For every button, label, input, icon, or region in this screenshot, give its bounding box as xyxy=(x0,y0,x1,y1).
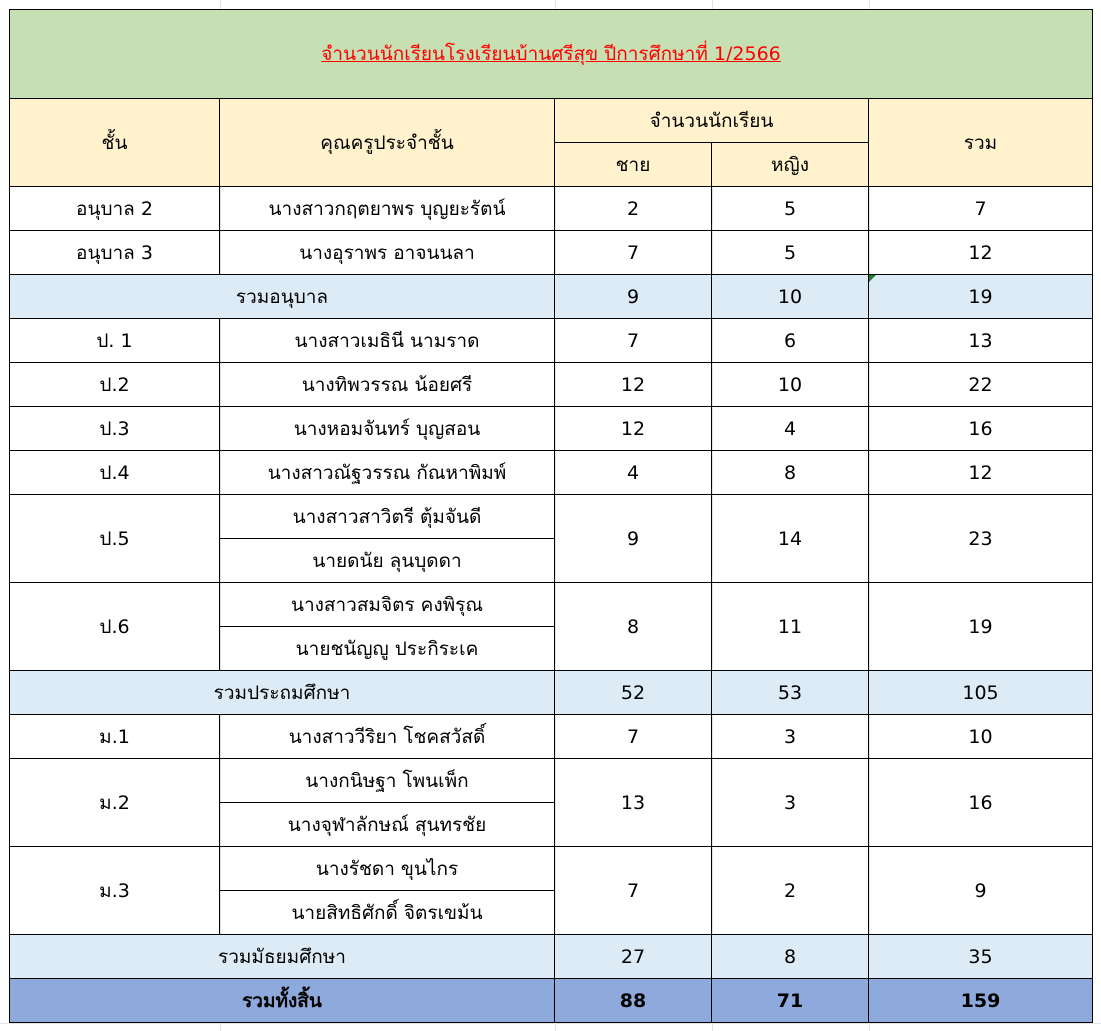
header-male[interactable]: ชาย xyxy=(555,143,712,187)
male-cell[interactable]: 7 xyxy=(555,319,712,363)
female-cell[interactable]: 3 xyxy=(712,715,869,759)
grade-cell[interactable]: ป.5 xyxy=(10,495,220,583)
header-grade[interactable]: ชั้น xyxy=(10,99,220,187)
total-cell[interactable] xyxy=(869,275,1093,319)
female-cell[interactable]: 5 xyxy=(712,231,869,275)
grand-total-label[interactable]: รวมทั้งสิ้น xyxy=(10,979,555,1023)
female-cell[interactable]: 8 xyxy=(712,451,869,495)
table-row xyxy=(10,407,1093,451)
subtotal-row xyxy=(10,275,1093,319)
female-cell[interactable]: 11 xyxy=(712,583,869,671)
grade-cell[interactable]: อนุบาล 3 xyxy=(10,231,220,275)
male-cell[interactable]: 7 xyxy=(555,847,712,935)
male-cell[interactable]: 27 xyxy=(555,935,712,979)
female-cell[interactable]: 14 xyxy=(712,495,869,583)
cell-indicator-icon xyxy=(869,275,876,282)
total-value: 19 xyxy=(968,285,993,308)
male-cell[interactable]: 7 xyxy=(555,231,712,275)
teacher-cell[interactable]: นางสาวสาวิตรี ตุ้มจันดี xyxy=(220,495,555,539)
table-row xyxy=(10,495,1093,539)
table-row xyxy=(10,759,1093,803)
male-cell[interactable]: 9 xyxy=(555,275,712,319)
grade-cell[interactable]: ป.2 xyxy=(10,363,220,407)
table-row xyxy=(10,847,1093,891)
table-row xyxy=(10,187,1093,231)
total-cell[interactable]: 12 xyxy=(869,231,1093,275)
teacher-cell[interactable]: นางสาวสมจิตร คงพิรุณ xyxy=(220,583,555,627)
male-cell[interactable]: 2 xyxy=(555,187,712,231)
total-cell[interactable]: 105 xyxy=(869,671,1093,715)
male-cell[interactable]: 12 xyxy=(555,363,712,407)
grade-cell[interactable]: ม.1 xyxy=(10,715,220,759)
subtotal-row xyxy=(10,935,1093,979)
female-cell[interactable]: 2 xyxy=(712,847,869,935)
female-cell[interactable]: 53 xyxy=(712,671,869,715)
table-row xyxy=(10,583,1093,627)
female-cell[interactable]: 6 xyxy=(712,319,869,363)
teacher-cell[interactable]: นายชนัญญู ประกิระเค xyxy=(220,627,555,671)
teacher-cell[interactable]: นางสาวเมธินี นามราด xyxy=(220,319,555,363)
male-cell[interactable]: 52 xyxy=(555,671,712,715)
subtotal-label[interactable]: รวมประถมศึกษา xyxy=(10,671,555,715)
grade-cell[interactable]: อนุบาล 2 xyxy=(10,187,220,231)
teacher-cell[interactable]: นางรัชดา ขุนไกร xyxy=(220,847,555,891)
total-cell[interactable]: 19 xyxy=(869,583,1093,671)
female-cell[interactable]: 71 xyxy=(712,979,869,1023)
subtotal-label[interactable]: รวมมัธยมศึกษา xyxy=(10,935,555,979)
header-student-count[interactable]: จำนวนนักเรียน xyxy=(555,99,869,143)
male-cell[interactable]: 7 xyxy=(555,715,712,759)
total-cell[interactable]: 23 xyxy=(869,495,1093,583)
total-cell[interactable]: 13 xyxy=(869,319,1093,363)
male-cell[interactable]: 8 xyxy=(555,583,712,671)
teacher-cell[interactable]: นางทิพวรรณ น้อยศรี xyxy=(220,363,555,407)
teacher-cell[interactable]: นางสาวกฤตยาพร บุญยะรัตน์ xyxy=(220,187,555,231)
subtotal-label[interactable]: รวมอนุบาล xyxy=(10,275,555,319)
table-row xyxy=(10,319,1093,363)
female-cell[interactable]: 5 xyxy=(712,187,869,231)
grade-cell[interactable]: ป.3 xyxy=(10,407,220,451)
male-cell[interactable]: 13 xyxy=(555,759,712,847)
table-row xyxy=(10,451,1093,495)
sheet-gridline xyxy=(0,1023,1101,1024)
total-cell[interactable]: 22 xyxy=(869,363,1093,407)
total-cell[interactable]: 12 xyxy=(869,451,1093,495)
total-cell[interactable]: 9 xyxy=(869,847,1093,935)
teacher-cell[interactable]: นางสาวณัฐวรรณ กัณหาพิมพ์ xyxy=(220,451,555,495)
female-cell[interactable]: 4 xyxy=(712,407,869,451)
grade-cell[interactable]: ป.4 xyxy=(10,451,220,495)
table-row xyxy=(10,231,1093,275)
header-total[interactable]: รวม xyxy=(869,99,1093,187)
total-cell[interactable]: 35 xyxy=(869,935,1093,979)
table-row xyxy=(10,715,1093,759)
subtotal-row xyxy=(10,671,1093,715)
female-cell[interactable]: 3 xyxy=(712,759,869,847)
student-count-table xyxy=(9,9,1093,1023)
table-row xyxy=(10,363,1093,407)
grade-cell[interactable]: ม.2 xyxy=(10,759,220,847)
teacher-cell[interactable]: นางสาววีริยา โชคสวัสดิ์ xyxy=(220,715,555,759)
total-cell[interactable]: 16 xyxy=(869,759,1093,847)
header-teacher[interactable]: คุณครูประจำชั้น xyxy=(220,99,555,187)
grade-cell[interactable]: ป.6 xyxy=(10,583,220,671)
grand-total-row xyxy=(10,979,1093,1023)
male-cell[interactable]: 9 xyxy=(555,495,712,583)
teacher-cell[interactable]: นายดนัย ลุนบุดดา xyxy=(220,539,555,583)
teacher-cell[interactable]: นางกนิษฐา โพนเพ็ก xyxy=(220,759,555,803)
male-cell[interactable]: 12 xyxy=(555,407,712,451)
female-cell[interactable]: 10 xyxy=(712,363,869,407)
female-cell[interactable]: 10 xyxy=(712,275,869,319)
male-cell[interactable]: 88 xyxy=(555,979,712,1023)
total-cell[interactable]: 159 xyxy=(869,979,1093,1023)
male-cell[interactable]: 4 xyxy=(555,451,712,495)
total-cell[interactable]: 16 xyxy=(869,407,1093,451)
table-title: จำนวนนักเรียนโรงเรียนบ้านศรีสุข ปีการศึกษาที่ 1/2566 xyxy=(321,43,781,65)
total-cell[interactable]: 7 xyxy=(869,187,1093,231)
teacher-cell[interactable]: นางจุฬาลักษณ์ สุนทรชัย xyxy=(220,803,555,847)
grade-cell[interactable]: ม.3 xyxy=(10,847,220,935)
title-cell[interactable] xyxy=(10,10,1093,99)
female-cell[interactable]: 8 xyxy=(712,935,869,979)
grade-cell[interactable]: ป. 1 xyxy=(10,319,220,363)
header-female[interactable]: หญิง xyxy=(712,143,869,187)
teacher-cell[interactable]: นางอุราพร อาจนนลา xyxy=(220,231,555,275)
teacher-cell[interactable]: นางหอมจันทร์ บุญสอน xyxy=(220,407,555,451)
total-cell[interactable]: 10 xyxy=(869,715,1093,759)
teacher-cell[interactable]: นายสิทธิศักดิ์ จิตรเขม้น xyxy=(220,891,555,935)
